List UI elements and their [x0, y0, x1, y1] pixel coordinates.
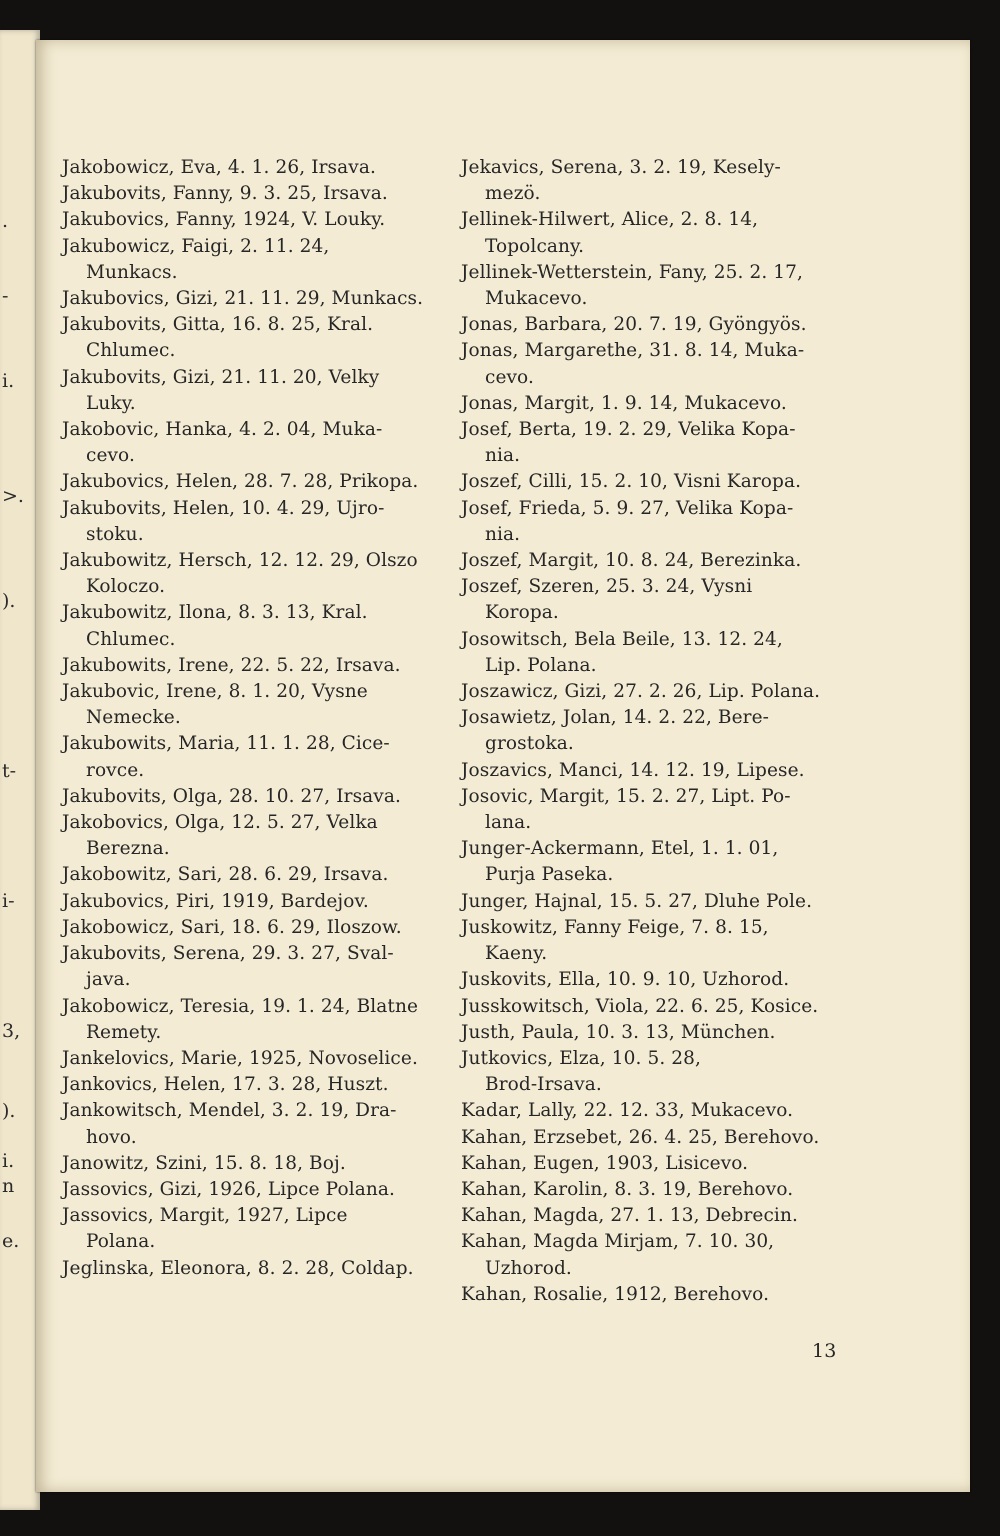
- list-item: Jakobowicz, Eva, 4. 1. 26, Irsava.: [62, 157, 376, 178]
- list-item: Jakubovics, Piri, 1919, Bardejov.: [62, 890, 369, 912]
- list-item: Kahan, Eugen, 1903, Lisicevo.: [461, 1152, 749, 1174]
- list-item: Jakobowitz, Sari, 28. 6. 29, Irsava.: [62, 864, 389, 886]
- list-item: Josawietz, Jolan, 14. 2. 22, Bere- grostoka.: [461, 707, 770, 755]
- list-item: Jellinek-Hilwert, Alice, 2. 8. 14, Topolcany.: [461, 209, 759, 257]
- prev-page-fragment: >.: [2, 485, 24, 507]
- list-item: Joszef, Szeren, 25. 3. 24, Vysni Koropa.: [461, 576, 753, 624]
- list-item: Jassovics, Gizi, 1926, Lipce Polana.: [62, 1178, 395, 1200]
- list-item: Kahan, Magda, 27. 1. 13, Debrecin.: [461, 1205, 798, 1227]
- list-item: Junger-Ackermann, Etel, 1. 1. 01, Purja Paseka.: [461, 838, 779, 886]
- page-number: 13: [812, 1339, 837, 1362]
- list-item: Jakubowicz, Faigi, 2. 11. 24, Munkacs.: [62, 235, 330, 283]
- prev-page-fragment: n: [2, 1175, 15, 1197]
- list-item: Janowitz, Szini, 15. 8. 18, Boj.: [62, 1152, 346, 1174]
- list-item: Kahan, Karolin, 8. 3. 19, Berehovo.: [461, 1178, 794, 1200]
- list-item: Jakubovics, Fanny, 1924, V. Louky.: [62, 209, 386, 231]
- list-item: Kahan, Magda Mirjam, 7. 10. 30, Uzhorod.: [461, 1231, 775, 1279]
- list-item: Joszef, Margit, 10. 8. 24, Berezinka.: [461, 550, 802, 572]
- list-item: Jakubovits, Olga, 28. 10. 27, Irsava.: [62, 785, 401, 807]
- list-item: Jeglinska, Eleonora, 8. 2. 28, Coldap.: [62, 1257, 414, 1279]
- list-item: Jakubovic, Irene, 8. 1. 20, Vysne Nemecke.: [62, 681, 368, 729]
- list-item: Joszef, Cilli, 15. 2. 10, Visni Karopa.: [461, 471, 802, 493]
- list-item: Juskovits, Ella, 10. 9. 10, Uzhorod.: [461, 969, 790, 991]
- list-item: Jakubowitz, Hersch, 12. 12. 29, Olszo Koloczo.: [62, 550, 418, 598]
- prev-page-fragment: e.: [2, 1230, 20, 1252]
- book-page: [36, 40, 970, 1492]
- right-column: [461, 155, 861, 1362]
- prev-page-fragment: i.: [2, 1150, 15, 1172]
- list-item: Josef, Berta, 19. 2. 29, Velika Kopa- nia.: [461, 419, 796, 467]
- left-column: [62, 155, 454, 1282]
- list-item: Jakubowits, Irene, 22. 5. 22, Irsava.: [62, 654, 401, 676]
- list-item: Jakobovics, Olga, 12. 5. 27, Velka Berezna.: [62, 812, 378, 860]
- list-item: Jankowitsch, Mendel, 3. 2. 19, Dra- hovo.: [62, 1100, 397, 1148]
- list-item: Jakubovits, Serena, 29. 3. 27, Sval- java.: [62, 943, 394, 991]
- list-item: Jellinek-Wetterstein, Fany, 25. 2. 17, Mukacevo.: [461, 261, 804, 310]
- list-item: Kahan, Rosalie, 1912, Berehovo.: [461, 1283, 770, 1305]
- prev-page-fragment: i-: [2, 890, 15, 912]
- list-item: Jakobowicz, Sari, 18. 6. 29, Iloszow.: [62, 916, 402, 938]
- list-item: Joszawicz, Gizi, 27. 2. 26, Lip. Polana.: [461, 681, 821, 703]
- list-item: Kahan, Erzsebet, 26. 4. 25, Berehovo.: [461, 1126, 820, 1148]
- list-item: Jakubowitz, Ilona, 8. 3. 13, Kral. Chlumec.: [62, 602, 368, 650]
- list-item: Juskowitz, Fanny Feige, 7. 8. 15, Kaeny.: [461, 916, 769, 965]
- list-item: Jakubovits, Gizi, 21. 11. 20, Velky Luky.: [62, 366, 380, 414]
- list-item: Jakubowits, Maria, 11. 1. 28, Cice- rovce.: [62, 733, 390, 781]
- list-item: Junger, Hajnal, 15. 5. 27, Dluhe Pole.: [461, 890, 813, 912]
- list-item: Jankelovics, Marie, 1925, Novoselice.: [62, 1047, 418, 1069]
- list-item: Jonas, Barbara, 20. 7. 19, Gyöngyös.: [461, 314, 807, 336]
- list-item: Jankovics, Helen, 17. 3. 28, Huszt.: [62, 1074, 389, 1096]
- list-item: Jakobovic, Hanka, 4. 2. 04, Muka- cevo.: [62, 419, 383, 467]
- prev-page-fragment: ).: [2, 590, 16, 612]
- list-item: Jassovics, Margit, 1927, Lipce Polana.: [62, 1205, 348, 1253]
- list-item: Jutkovics, Elza, 10. 5. 28, Brod-Irsava.: [461, 1047, 702, 1096]
- list-item: Jusskowitsch, Viola, 22. 6. 25, Kosice.: [461, 995, 819, 1017]
- list-item: Jakubovics, Gizi, 21. 11. 29, Munkacs.: [62, 288, 424, 310]
- previous-page-edge: [0, 30, 40, 1510]
- list-item: Josef, Frieda, 5. 9. 27, Velika Kopa- nia.: [461, 497, 794, 545]
- list-item: Kadar, Lally, 22. 12. 33, Mukacevo.: [461, 1100, 794, 1122]
- list-item: Josowitsch, Bela Beile, 13. 12. 24, Lip. Polana.: [461, 628, 783, 676]
- prev-page-fragment: -: [2, 285, 9, 307]
- list-item: Jakubovits, Fanny, 9. 3. 25, Irsava.: [62, 183, 388, 205]
- list-item: Jakubovits, Helen, 10. 4. 29, Ujro- stoku.: [62, 497, 385, 545]
- list-item: Jakubovits, Gitta, 16. 8. 25, Kral. Chlumec.: [62, 314, 374, 362]
- list-item: Justh, Paula, 10. 3. 13, München.: [461, 1021, 776, 1043]
- list-item: Jonas, Margit, 1. 9. 14, Mukacevo.: [461, 392, 787, 414]
- list-item: Josovic, Margit, 15. 2. 27, Lipt. Po- lana.: [461, 785, 791, 834]
- prev-page-fragment: 3,: [2, 1020, 21, 1042]
- list-item: Jakobowicz, Teresia, 19. 1. 24, Blatne Remety.: [62, 995, 419, 1043]
- prev-page-fragment: t-: [2, 760, 17, 782]
- list-item: Jekavics, Serena, 3. 2. 19, Kesely- mezö.: [461, 157, 781, 205]
- list-item: Jakubovics, Helen, 28. 7. 28, Prikopa.: [62, 471, 419, 493]
- list-item: Jonas, Margarethe, 31. 8. 14, Muka- cevo.: [461, 340, 805, 388]
- list-item: Joszavics, Manci, 14. 12. 19, Lipese.: [461, 759, 805, 781]
- prev-page-fragment: i.: [2, 370, 15, 392]
- prev-page-fragment: ).: [2, 1100, 16, 1122]
- prev-page-fragment: .: [2, 210, 9, 232]
